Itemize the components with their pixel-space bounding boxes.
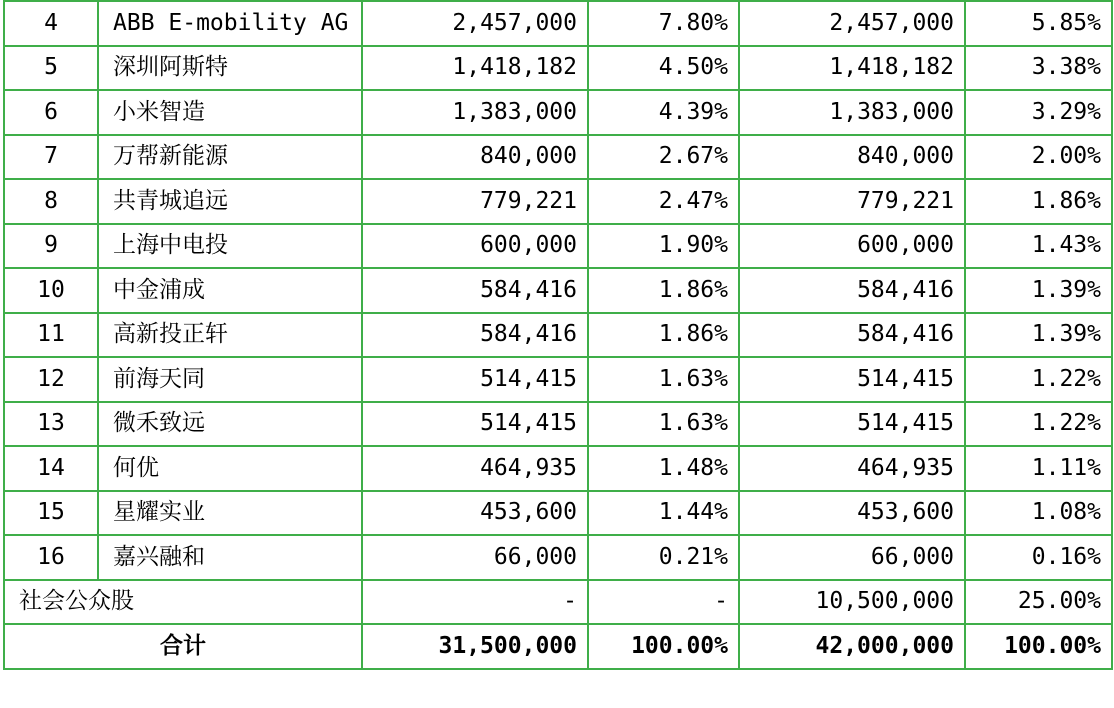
row-index-cell: 4 bbox=[4, 1, 98, 46]
post-issue-shares-cell: 840,000 bbox=[739, 135, 965, 180]
pre-issue-percent-cell: - bbox=[588, 580, 739, 625]
post-issue-percent-cell: 5.85% bbox=[965, 1, 1112, 46]
pre-issue-percent-cell: 4.50% bbox=[588, 46, 739, 91]
post-issue-percent-cell: 1.43% bbox=[965, 224, 1112, 269]
shareholder-name-cell: 深圳阿斯特 bbox=[98, 46, 362, 91]
table-row bbox=[4, 357, 1112, 402]
table-row bbox=[4, 491, 1112, 536]
table-row bbox=[4, 90, 1112, 135]
shareholder-name-cell: 星耀实业 bbox=[98, 491, 362, 536]
public-shares-label: 社会公众股 bbox=[4, 580, 362, 625]
table-row bbox=[4, 268, 1112, 313]
shareholder-name-cell: 中金浦成 bbox=[98, 268, 362, 313]
post-issue-shares-cell: 514,415 bbox=[739, 402, 965, 447]
post-issue-percent-cell: 1.08% bbox=[965, 491, 1112, 536]
pre-issue-percent-cell: 1.86% bbox=[588, 313, 739, 358]
pre-issue-percent-cell: 2.67% bbox=[588, 135, 739, 180]
table-row bbox=[4, 46, 1112, 91]
row-index-cell: 11 bbox=[4, 313, 98, 358]
post-issue-shares-cell: 1,383,000 bbox=[739, 90, 965, 135]
shareholder-name-cell: 何优 bbox=[98, 446, 362, 491]
pre-issue-shares-cell: 453,600 bbox=[362, 491, 588, 536]
pre-issue-shares-cell: 1,383,000 bbox=[362, 90, 588, 135]
post-issue-percent-cell: 25.00% bbox=[965, 580, 1112, 625]
post-issue-shares-cell: 10,500,000 bbox=[739, 580, 965, 625]
pre-issue-shares-cell: 584,416 bbox=[362, 268, 588, 313]
table-row bbox=[4, 535, 1112, 580]
post-issue-shares-cell: 453,600 bbox=[739, 491, 965, 536]
row-index-cell: 6 bbox=[4, 90, 98, 135]
pre-issue-percent-cell: 7.80% bbox=[588, 1, 739, 46]
total-row bbox=[4, 624, 1112, 669]
pre-issue-shares-cell: 840,000 bbox=[362, 135, 588, 180]
pre-issue-percent-cell: 4.39% bbox=[588, 90, 739, 135]
pre-issue-percent-cell: 1.90% bbox=[588, 224, 739, 269]
table-row bbox=[4, 313, 1112, 358]
shareholding-table bbox=[3, 0, 1113, 670]
total-post-issue-percent-cell: 100.00% bbox=[965, 624, 1112, 669]
table-row bbox=[4, 1, 1112, 46]
pre-issue-shares-cell: 514,415 bbox=[362, 357, 588, 402]
row-index-cell: 13 bbox=[4, 402, 98, 447]
pre-issue-shares-cell: 1,418,182 bbox=[362, 46, 588, 91]
shareholder-name-cell: ABB E-mobility AG bbox=[98, 1, 362, 46]
pre-issue-shares-cell: 779,221 bbox=[362, 179, 588, 224]
row-index-cell: 14 bbox=[4, 446, 98, 491]
total-pre-issue-percent-cell: 100.00% bbox=[588, 624, 739, 669]
post-issue-percent-cell: 3.38% bbox=[965, 46, 1112, 91]
pre-issue-shares-cell: 600,000 bbox=[362, 224, 588, 269]
row-index-cell: 10 bbox=[4, 268, 98, 313]
shareholder-name-cell: 微禾致远 bbox=[98, 402, 362, 447]
pre-issue-percent-cell: 1.86% bbox=[588, 268, 739, 313]
total-post-issue-shares-cell: 42,000,000 bbox=[739, 624, 965, 669]
shareholder-name-cell: 高新投正轩 bbox=[98, 313, 362, 358]
pre-issue-shares-cell: 584,416 bbox=[362, 313, 588, 358]
pre-issue-percent-cell: 1.44% bbox=[588, 491, 739, 536]
post-issue-shares-cell: 600,000 bbox=[739, 224, 965, 269]
table-row bbox=[4, 135, 1112, 180]
pre-issue-percent-cell: 2.47% bbox=[588, 179, 739, 224]
post-issue-shares-cell: 2,457,000 bbox=[739, 1, 965, 46]
post-issue-shares-cell: 584,416 bbox=[739, 268, 965, 313]
post-issue-percent-cell: 0.16% bbox=[965, 535, 1112, 580]
shareholder-name-cell: 小米智造 bbox=[98, 90, 362, 135]
row-index-cell: 5 bbox=[4, 46, 98, 91]
table-row bbox=[4, 224, 1112, 269]
table-body bbox=[4, 1, 1112, 669]
public-shares-row bbox=[4, 580, 1112, 625]
pre-issue-shares-cell: 514,415 bbox=[362, 402, 588, 447]
post-issue-percent-cell: 1.39% bbox=[965, 313, 1112, 358]
shareholder-name-cell: 前海天同 bbox=[98, 357, 362, 402]
post-issue-percent-cell: 1.22% bbox=[965, 402, 1112, 447]
post-issue-shares-cell: 514,415 bbox=[739, 357, 965, 402]
post-issue-percent-cell: 2.00% bbox=[965, 135, 1112, 180]
pre-issue-shares-cell: 464,935 bbox=[362, 446, 588, 491]
shareholder-name-cell: 上海中电投 bbox=[98, 224, 362, 269]
post-issue-shares-cell: 584,416 bbox=[739, 313, 965, 358]
pre-issue-percent-cell: 1.63% bbox=[588, 357, 739, 402]
total-pre-issue-shares-cell: 31,500,000 bbox=[362, 624, 588, 669]
row-index-cell: 7 bbox=[4, 135, 98, 180]
post-issue-percent-cell: 1.86% bbox=[965, 179, 1112, 224]
table-row bbox=[4, 446, 1112, 491]
row-index-cell: 8 bbox=[4, 179, 98, 224]
pre-issue-shares-cell: - bbox=[362, 580, 588, 625]
shareholder-name-cell: 嘉兴融和 bbox=[98, 535, 362, 580]
post-issue-percent-cell: 3.29% bbox=[965, 90, 1112, 135]
pre-issue-percent-cell: 0.21% bbox=[588, 535, 739, 580]
post-issue-shares-cell: 779,221 bbox=[739, 179, 965, 224]
post-issue-shares-cell: 66,000 bbox=[739, 535, 965, 580]
post-issue-shares-cell: 464,935 bbox=[739, 446, 965, 491]
table-row bbox=[4, 402, 1112, 447]
pre-issue-shares-cell: 66,000 bbox=[362, 535, 588, 580]
table-row bbox=[4, 179, 1112, 224]
row-index-cell: 15 bbox=[4, 491, 98, 536]
post-issue-percent-cell: 1.11% bbox=[965, 446, 1112, 491]
pre-issue-shares-cell: 2,457,000 bbox=[362, 1, 588, 46]
shareholder-name-cell: 共青城追远 bbox=[98, 179, 362, 224]
post-issue-percent-cell: 1.22% bbox=[965, 357, 1112, 402]
shareholder-name-cell: 万帮新能源 bbox=[98, 135, 362, 180]
total-label: 合计 bbox=[4, 624, 362, 669]
post-issue-shares-cell: 1,418,182 bbox=[739, 46, 965, 91]
row-index-cell: 16 bbox=[4, 535, 98, 580]
row-index-cell: 9 bbox=[4, 224, 98, 269]
pre-issue-percent-cell: 1.48% bbox=[588, 446, 739, 491]
pre-issue-percent-cell: 1.63% bbox=[588, 402, 739, 447]
row-index-cell: 12 bbox=[4, 357, 98, 402]
post-issue-percent-cell: 1.39% bbox=[965, 268, 1112, 313]
